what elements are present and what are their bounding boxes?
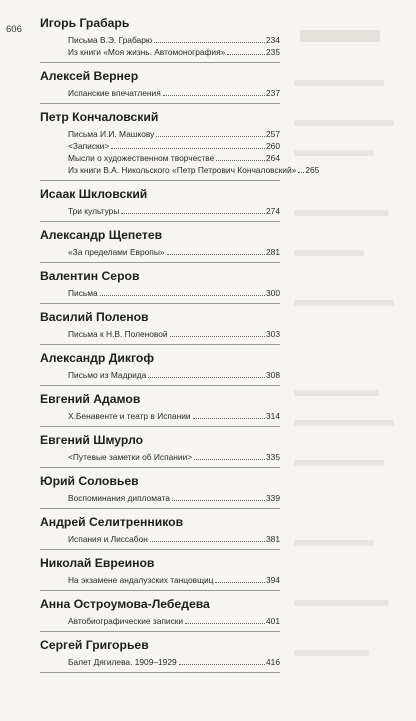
entry-title: <Путевые заметки об Испании> (68, 452, 193, 462)
toc-entry (40, 87, 280, 99)
toc-entry (40, 451, 280, 463)
entry-title: Автобиографические записки (68, 616, 184, 626)
dot-leader (216, 160, 265, 161)
entry-title: Письма И.И. Машкову (68, 129, 155, 139)
dot-leader (150, 541, 265, 542)
entry-title: На экзамене андалузских танцовщиц (68, 575, 214, 585)
author-name: Николай Евреинов (40, 556, 155, 570)
entry-page-number: 335 (266, 452, 280, 462)
facing-page-bleed (286, 0, 416, 721)
entry-title: Письма к Н.В. Поленовой (68, 329, 168, 339)
page-number: 606 (6, 24, 22, 35)
toc-entry (40, 574, 280, 586)
dot-leader (179, 664, 265, 665)
dot-leader (156, 136, 265, 137)
entry-title: Х.Бенавенте и театр в Испании (68, 411, 191, 421)
author-name: Андрей Селитренников (40, 515, 184, 529)
author-block (40, 550, 280, 591)
author-name: Валентин Серов (40, 269, 140, 283)
dot-leader (170, 336, 265, 337)
entry-title: Письмо из Мадрида (68, 370, 147, 380)
entry-page-number: 308 (266, 370, 280, 380)
author-block (40, 632, 280, 673)
author-block (40, 10, 280, 63)
toc-entry (40, 34, 280, 46)
author-block (40, 345, 280, 386)
author-block (40, 63, 280, 104)
toc-entry (40, 615, 280, 627)
dot-leader (148, 377, 265, 378)
author-block (40, 591, 280, 632)
author-name: Анна Остроумова-Лебедева (40, 597, 210, 611)
entry-title: «За пределами Европы» (68, 247, 165, 257)
dot-leader (193, 418, 265, 419)
author-name: Александр Щепетев (40, 228, 163, 242)
entry-page-number: 281 (266, 247, 280, 257)
author-name: Юрий Соловьев (40, 474, 139, 488)
toc-entry (40, 287, 280, 299)
author-name: Евгений Шмурло (40, 433, 144, 447)
entry-page-number: 234 (266, 35, 280, 45)
toc-entry (40, 46, 280, 58)
entry-page-number: 401 (266, 616, 280, 626)
entry-page-number: 274 (266, 206, 280, 216)
toc-entry (40, 369, 280, 381)
dot-leader (227, 54, 265, 55)
author-name: Алексей Вернер (40, 69, 139, 83)
entry-page-number: 339 (266, 493, 280, 503)
author-name: Игорь Грабарь (40, 16, 130, 30)
entry-page-number: 314 (266, 411, 280, 421)
toc-entry (40, 140, 280, 152)
entry-page-number: 303 (266, 329, 280, 339)
toc-entry (40, 492, 280, 504)
entry-page-number: 381 (266, 534, 280, 544)
author-block (40, 181, 280, 222)
entry-title: Из книги «Моя жизнь. Автомонография» (68, 47, 226, 57)
entry-title: Испанские впечатления (68, 88, 161, 98)
author-block (40, 263, 280, 304)
toc-entry (40, 128, 280, 140)
author-block (40, 304, 280, 345)
dot-leader (121, 213, 265, 214)
author-name: Василий Поленов (40, 310, 149, 324)
entry-page-number: 300 (266, 288, 280, 298)
author-name: Сергей Григорьев (40, 638, 149, 652)
toc-entry (40, 410, 280, 422)
entry-title: Три культуры (68, 206, 120, 216)
entry-title: Из книги В.А. Никольского «Петр Петрович Кончаловский» (68, 165, 297, 175)
table-of-contents (40, 10, 320, 673)
dot-leader (215, 582, 265, 583)
entry-title: <Записки> (68, 141, 110, 151)
entry-page-number: 264 (266, 153, 280, 163)
toc-entry (40, 205, 280, 217)
dot-leader (111, 148, 265, 149)
author-block (40, 386, 280, 427)
dot-leader (163, 95, 265, 96)
dot-leader (194, 459, 265, 460)
entry-page-number: 394 (266, 575, 280, 585)
toc-entry (40, 533, 280, 545)
dot-leader (100, 295, 265, 296)
entry-title: Балет Дягилева. 1909–1929 (68, 657, 177, 667)
author-name: Евгений Адамов (40, 392, 141, 406)
entry-title: Мысли о художественном творчестве (68, 153, 215, 163)
entry-title: Письма В.Э. Грабарю (68, 35, 153, 45)
dot-leader (172, 500, 265, 501)
entry-page-number: 265 (305, 165, 320, 175)
entry-title: Воспоминания дипломата (68, 493, 170, 503)
toc-entry (40, 328, 280, 340)
entry-page-number: 260 (266, 141, 280, 151)
entry-title: Испания и Лиссабон (68, 534, 148, 544)
author-block (40, 222, 280, 263)
author-name: Александр Дикгоф (40, 351, 155, 365)
toc-entry (40, 246, 280, 258)
toc-entry (40, 656, 280, 668)
author-name: Исаак Шкловский (40, 187, 148, 201)
entry-page-number: 416 (266, 657, 280, 667)
toc-entry (40, 164, 320, 176)
author-block (40, 468, 280, 509)
dot-leader (185, 623, 265, 624)
entry-page-number: 257 (266, 129, 280, 139)
toc-entry (40, 152, 280, 164)
author-block (40, 509, 280, 550)
entry-title: Письма (68, 288, 98, 298)
dot-leader (167, 254, 266, 255)
dot-leader (154, 42, 265, 43)
entry-page-number: 235 (266, 47, 280, 57)
author-block (40, 427, 280, 468)
entry-page-number: 237 (266, 88, 280, 98)
author-block (40, 104, 320, 181)
author-name: Петр Кончаловский (40, 110, 159, 124)
